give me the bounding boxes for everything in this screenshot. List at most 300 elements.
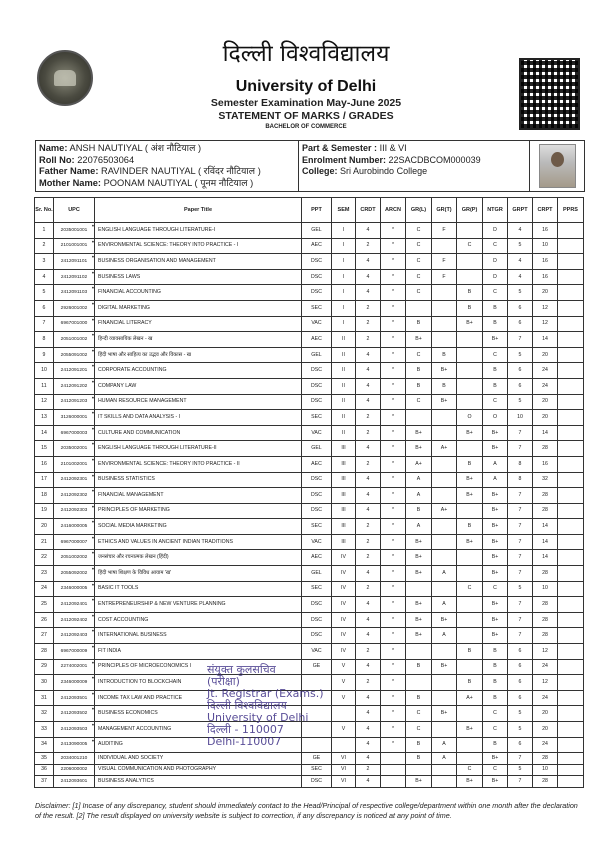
cell-paper-title: AUDITING [95, 737, 302, 753]
cell-gr-t: B+ [432, 612, 457, 628]
cell-pprs [558, 764, 584, 776]
cell-arcn: * [381, 534, 406, 550]
cell-sem: IV [332, 566, 356, 582]
table-header-row [35, 198, 584, 223]
star-marker-icon: • [91, 582, 94, 589]
cell-arcn: * [381, 316, 406, 332]
cell-paper-title: हिन्दी व्यावसायिक लेखन - ख [95, 332, 302, 348]
cell-sr-no: 29 [35, 659, 54, 675]
cell-gr-t [432, 534, 457, 550]
cell-crpt: 20 [533, 706, 558, 722]
cell-crdt: 2 [356, 425, 381, 441]
cell-crdt: 4 [356, 285, 381, 301]
cell-ntgr: B+ [483, 488, 508, 504]
cell-grpt: 7 [508, 753, 533, 765]
cell-crpt: 16 [533, 254, 558, 270]
cell-ntgr: C [483, 706, 508, 722]
table-row [35, 285, 584, 301]
cell-gr-p: B+ [457, 425, 483, 441]
cell-grpt: 7 [508, 550, 533, 566]
star-marker-icon: • [91, 691, 94, 698]
cell-grpt: 7 [508, 425, 533, 441]
cell-arcn: * [381, 722, 406, 738]
cell-ntgr: B [483, 378, 508, 394]
column-header-arcn: ARCN [381, 198, 406, 223]
cell-crdt: 2 [356, 238, 381, 254]
table-row [35, 410, 584, 426]
table-row [35, 441, 584, 457]
cell-ppt: DSC [302, 363, 332, 379]
cell-crpt: 28 [533, 597, 558, 613]
cell-grpt: 4 [508, 254, 533, 270]
cell-upc: 2412091201 • [54, 363, 95, 379]
cell-gr-t: B+ [432, 659, 457, 675]
cell-ntgr: B+ [483, 597, 508, 613]
cell-ppt: DSC [302, 503, 332, 519]
cell-sem: V [332, 659, 356, 675]
cell-gr-l: B+ [406, 566, 432, 582]
cell-arcn: * [381, 378, 406, 394]
cell-gr-l: B+ [406, 550, 432, 566]
cell-sr-no: 22 [35, 550, 54, 566]
cell-pprs [558, 332, 584, 348]
cell-gr-l: B+ [406, 612, 432, 628]
cell-paper-title: FIT INDIA [95, 644, 302, 660]
cell-crdt: 2 [356, 534, 381, 550]
star-marker-icon: • [91, 535, 94, 542]
cell-crdt: 2 [356, 519, 381, 535]
cell-pprs [558, 347, 584, 363]
cell-pprs [558, 550, 584, 566]
table-row [35, 776, 584, 788]
star-marker-icon: • [91, 676, 94, 683]
cell-gr-p: B [457, 519, 483, 535]
cell-pprs [558, 394, 584, 410]
cell-arcn: * [381, 597, 406, 613]
cell-pprs [558, 519, 584, 535]
column-header-grpt: GRPT [508, 198, 533, 223]
cell-crpt: 24 [533, 690, 558, 706]
star-marker-icon: • [91, 738, 94, 745]
cell-upc: 6967001000 • [54, 316, 95, 332]
cell-ntgr: D [483, 269, 508, 285]
cell-arcn [381, 764, 406, 776]
cell-grpt: 6 [508, 300, 533, 316]
cell-gr-p: B [457, 300, 483, 316]
cell-upc: 6967000007 • [54, 534, 95, 550]
cell-sr-no: 33 [35, 722, 54, 738]
cell-crpt: 24 [533, 378, 558, 394]
cell-grpt: 5 [508, 581, 533, 597]
cell-crdt: 4 [356, 363, 381, 379]
cell-gr-t [432, 332, 457, 348]
cell-crpt: 12 [533, 300, 558, 316]
cell-sem: IV [332, 612, 356, 628]
cell-gr-l [406, 300, 432, 316]
cell-crpt: 28 [533, 628, 558, 644]
table-row [35, 612, 584, 628]
cell-gr-l: C [406, 285, 432, 301]
cell-arcn: * [381, 410, 406, 426]
cell-gr-p [457, 566, 483, 582]
cell-crpt: 14 [533, 534, 558, 550]
cell-arcn [381, 753, 406, 765]
cell-grpt: 7 [508, 488, 533, 504]
cell-grpt: 6 [508, 659, 533, 675]
cell-gr-l [406, 410, 432, 426]
cell-pprs [558, 566, 584, 582]
cell-crpt: 28 [533, 488, 558, 504]
cell-grpt: 5 [508, 764, 533, 776]
cell-ppt: AEC [302, 456, 332, 472]
cell-crpt: 20 [533, 410, 558, 426]
cell-crdt: 2 [356, 410, 381, 426]
table-row [35, 675, 584, 691]
cell-sr-no: 37 [35, 776, 54, 788]
cell-sem: II [332, 347, 356, 363]
cell-crpt: 16 [533, 269, 558, 285]
cell-crpt: 20 [533, 285, 558, 301]
cell-arcn: * [381, 285, 406, 301]
cell-pprs [558, 472, 584, 488]
cell-sr-no: 14 [35, 425, 54, 441]
cell-gr-p: C [457, 238, 483, 254]
cell-ntgr: D [483, 223, 508, 239]
cell-arcn: * [381, 441, 406, 457]
cell-paper-title: ENVIRONMENTAL SCIENCE: THEORY INTO PRACTICE - II [95, 456, 302, 472]
cell-sr-no: 12 [35, 394, 54, 410]
cell-grpt: 7 [508, 566, 533, 582]
cell-crdt: 2 [356, 456, 381, 472]
star-marker-icon: • [91, 660, 94, 667]
cell-pprs [558, 644, 584, 660]
table-row [35, 254, 584, 270]
cell-paper-title: INCOME TAX LAW AND PRACTICE [95, 690, 302, 706]
cell-gr-l: B [406, 659, 432, 675]
cell-sr-no: 11 [35, 378, 54, 394]
cell-pprs [558, 269, 584, 285]
cell-upc: 2412091202 • [54, 378, 95, 394]
table-row [35, 378, 584, 394]
enrolment-number: Enrolment Number: 22SACDBCOM000039 [302, 154, 481, 165]
cell-sr-no: 25 [35, 597, 54, 613]
cell-paper-title: BASIC IT TOOLS [95, 581, 302, 597]
cell-gr-l: B+ [406, 597, 432, 613]
cell-crdt: 2 [356, 644, 381, 660]
cell-gr-l [406, 644, 432, 660]
cell-sem: I [332, 254, 356, 270]
cell-gr-l: C [406, 706, 432, 722]
table-row [35, 628, 584, 644]
cell-gr-p [457, 706, 483, 722]
cell-gr-t: A+ [432, 503, 457, 519]
cell-ntgr: C [483, 764, 508, 776]
cell-gr-t [432, 519, 457, 535]
cell-paper-title: ENGLISH LANGUAGE THROUGH LITERATURE-II [95, 441, 302, 457]
cell-gr-l: B+ [406, 776, 432, 788]
cell-gr-t [432, 722, 457, 738]
cell-gr-l: C [406, 269, 432, 285]
cell-pprs [558, 722, 584, 738]
cell-upc: 2412092403 • [54, 628, 95, 644]
cell-gr-l: B+ [406, 441, 432, 457]
cell-grpt: 6 [508, 737, 533, 753]
cell-gr-t: A [432, 628, 457, 644]
cell-crdt: 4 [356, 753, 381, 765]
cell-paper-title: INDIVIDUAL AND SOCIETY [95, 753, 302, 765]
cell-ppt: AEC [302, 238, 332, 254]
cell-crpt: 20 [533, 347, 558, 363]
cell-crdt: 4 [356, 690, 381, 706]
cell-pprs [558, 285, 584, 301]
cell-sem: III [332, 534, 356, 550]
cell-sr-no: 13 [35, 410, 54, 426]
cell-ntgr: B [483, 675, 508, 691]
cell-sr-no: 15 [35, 441, 54, 457]
cell-gr-t [432, 550, 457, 566]
cell-gr-l: B [406, 737, 432, 753]
cell-grpt: 6 [508, 378, 533, 394]
cell-gr-p: A+ [457, 690, 483, 706]
cell-gr-t [432, 300, 457, 316]
cell-crdt: 2 [356, 581, 381, 597]
cell-gr-l: B+ [406, 628, 432, 644]
cell-sr-no: 8 [35, 332, 54, 348]
cell-crpt: 14 [533, 332, 558, 348]
table-row [35, 472, 584, 488]
cell-ppt: GE [302, 753, 332, 765]
cell-sem: I [332, 316, 356, 332]
cell-gr-l: B [406, 503, 432, 519]
cell-grpt: 5 [508, 285, 533, 301]
cell-ppt: AEC [302, 332, 332, 348]
cell-gr-t: A [432, 566, 457, 582]
cell-pprs [558, 425, 584, 441]
cell-arcn: * [381, 612, 406, 628]
cell-sr-no: 18 [35, 488, 54, 504]
cell-gr-t: A [432, 597, 457, 613]
table-row [35, 316, 584, 332]
cell-ntgr: B [483, 363, 508, 379]
table-row [35, 363, 584, 379]
student-name: Name: ANSH NAUTIYAL ( अंश नौटियाल ) [39, 143, 202, 153]
cell-gr-l: C [406, 238, 432, 254]
cell-gr-t: B [432, 347, 457, 363]
cell-sr-no: 30 [35, 675, 54, 691]
cell-grpt: 5 [508, 394, 533, 410]
father-name: Father Name: RAVINDER NAUTIYAL ( रविंदर नौटियाल ) [39, 166, 261, 176]
cell-ntgr: B [483, 659, 508, 675]
cell-ppt: GEL [302, 223, 332, 239]
cell-pprs [558, 410, 584, 426]
cell-ppt: GE [302, 659, 332, 675]
cell-paper-title: BUSINESS ECONOMICS [95, 706, 302, 722]
cell-sem: III [332, 488, 356, 504]
cell-sem: I [332, 223, 356, 239]
university-title-hindi: दिल्ली विश्वविद्यालय [222, 41, 390, 67]
cell-sr-no: 16 [35, 456, 54, 472]
cell-paper-title: SOCIAL MEDIA MARKETING [95, 519, 302, 535]
cell-ppt: SEC [302, 410, 332, 426]
cell-arcn: * [381, 223, 406, 239]
cell-sr-no: 6 [35, 300, 54, 316]
cell-gr-l: A [406, 472, 432, 488]
cell-arcn: * [381, 566, 406, 582]
cell-gr-p [457, 347, 483, 363]
cell-sr-no: 17 [35, 472, 54, 488]
cell-pprs [558, 534, 584, 550]
cell-paper-title: CULTURE AND COMMUNICATION [95, 425, 302, 441]
cell-ppt: DSC [302, 612, 332, 628]
cell-ntgr: B+ [483, 534, 508, 550]
cell-sem: V [332, 722, 356, 738]
cell-upc: 2412091101 • [54, 254, 95, 270]
cell-crdt: 4 [356, 612, 381, 628]
cell-sr-no: 10 [35, 363, 54, 379]
table-row [35, 425, 584, 441]
cell-pprs [558, 581, 584, 597]
star-marker-icon: • [91, 411, 94, 418]
cell-pprs [558, 238, 584, 254]
cell-gr-p: B [457, 675, 483, 691]
program-title: BACHELOR OF COMMERCE [265, 124, 347, 130]
cell-sr-no: 23 [35, 566, 54, 582]
marks-table [34, 197, 584, 788]
cell-ppt: DSC [302, 269, 332, 285]
star-marker-icon: • [91, 645, 94, 652]
cell-pprs [558, 706, 584, 722]
cell-ppt: SEC [302, 581, 332, 597]
cell-paper-title: PRINCIPLES OF MICROECONOMICS I [95, 659, 302, 675]
column-header-gr-t: GR(T) [432, 198, 457, 223]
cell-crdt: 4 [356, 378, 381, 394]
cell-crpt: 24 [533, 659, 558, 675]
cell-gr-p: B [457, 456, 483, 472]
student-photo [539, 144, 576, 188]
cell-gr-t [432, 764, 457, 776]
cell-gr-l: B+ [406, 425, 432, 441]
cell-arcn: * [381, 472, 406, 488]
student-info-box [35, 140, 585, 192]
table-row [35, 456, 584, 472]
cell-pprs [558, 456, 584, 472]
cell-paper-title: PRINCIPLES OF MARKETING [95, 503, 302, 519]
cell-upc: 2412092401 • [54, 597, 95, 613]
cell-grpt: 6 [508, 363, 533, 379]
cell-sr-no: 36 [35, 764, 54, 776]
cell-crpt: 28 [533, 566, 558, 582]
registrar-stamp [207, 664, 329, 748]
cell-arcn: * [381, 644, 406, 660]
cell-upc: 2416000005 • [54, 519, 95, 535]
cell-grpt: 10 [508, 410, 533, 426]
cell-pprs [558, 300, 584, 316]
cell-gr-p [457, 223, 483, 239]
cell-ppt: DSC [302, 472, 332, 488]
cell-upc: 2101002001 • [54, 456, 95, 472]
cell-paper-title: IT SKILLS AND DATA ANALYSIS - I [95, 410, 302, 426]
cell-grpt: 7 [508, 597, 533, 613]
cell-sem: II [332, 363, 356, 379]
cell-arcn: * [381, 550, 406, 566]
cell-ntgr: B+ [483, 441, 508, 457]
cell-pprs [558, 363, 584, 379]
cell-gr-p: B+ [457, 722, 483, 738]
cell-upc: 2412093502 • [54, 706, 95, 722]
disclaimer: Disclaimer: [1] Incase of any discrepancy, student should immediately contact to the Head/Principal of respective college/department within one month after the declaration of the result. [2] The result displayed on university website is subject to correction, if any discrepancy is noticed at any point of time. [35, 801, 578, 820]
cell-arcn: * [381, 425, 406, 441]
cell-grpt: 4 [508, 223, 533, 239]
exam-title: Semester Examination May-June 2025 [210, 97, 402, 109]
cell-grpt: 7 [508, 332, 533, 348]
cell-gr-l: B [406, 378, 432, 394]
cell-pprs [558, 675, 584, 691]
cell-crdt: 4 [356, 223, 381, 239]
cell-grpt: 7 [508, 503, 533, 519]
cell-ppt: SEC [302, 300, 332, 316]
cell-sr-no: 5 [35, 285, 54, 301]
cell-ppt: GEL [302, 566, 332, 582]
cell-pprs [558, 753, 584, 765]
cell-pprs [558, 737, 584, 753]
cell-pprs [558, 488, 584, 504]
cell-grpt: 8 [508, 456, 533, 472]
cell-gr-p [457, 254, 483, 270]
cell-paper-title: INTRODUCTION TO BLOCKCHAIN संयुक्त कुलसचिव (परीक्षा) Jt. Registrar (Exams.) दिल्ली विश्वविद्यालय University of Delhi दिल्ली - 110007 Delhi-110007 [95, 675, 302, 691]
table-row [35, 581, 584, 597]
cell-sr-no: 26 [35, 612, 54, 628]
star-marker-icon: • [91, 723, 94, 729]
cell-pprs [558, 659, 584, 675]
cell-ppt: SEC [302, 764, 332, 776]
table-row [35, 223, 584, 239]
star-marker-icon: • [91, 270, 94, 277]
cell-crpt: 32 [533, 472, 558, 488]
cell-ntgr: B [483, 644, 508, 660]
cell-crdt: 4 [356, 254, 381, 270]
cell-upc: 2412093601 [54, 776, 95, 788]
stamp-line: संयुक्त कुलसचिव (परीक्षा) [207, 663, 276, 689]
cell-gr-l: B [406, 363, 432, 379]
column-header-sr-no: Sr. No. [35, 198, 54, 223]
cell-sem: IV [332, 581, 356, 597]
cell-paper-title: ENVIRONMENTAL SCIENCE: THEORY INTO PRACTICE - I [95, 238, 302, 254]
college-name: College: Sri Aurobindo College [302, 166, 428, 176]
cell-gr-t: F [432, 223, 457, 239]
cell-arcn: * [381, 394, 406, 410]
cell-crdt: 2 [356, 332, 381, 348]
table-row [35, 764, 584, 776]
cell-ntgr: C [483, 238, 508, 254]
cell-sr-no: 1 [35, 223, 54, 239]
cell-ppt: DSC [302, 597, 332, 613]
cell-ntgr: B+ [483, 776, 508, 788]
cell-sr-no: 32 [35, 706, 54, 722]
cell-pprs [558, 503, 584, 519]
cell-gr-t [432, 488, 457, 504]
star-marker-icon: • [91, 379, 94, 386]
table-row [35, 597, 584, 613]
cell-crpt: 10 [533, 581, 558, 597]
cell-gr-p [457, 597, 483, 613]
cell-gr-t: B+ [432, 394, 457, 410]
cell-ntgr: B+ [483, 425, 508, 441]
cell-gr-t: B [432, 378, 457, 394]
cell-gr-p [457, 332, 483, 348]
cell-grpt: 4 [508, 269, 533, 285]
cell-gr-p: B+ [457, 488, 483, 504]
cell-grpt: 7 [508, 441, 533, 457]
